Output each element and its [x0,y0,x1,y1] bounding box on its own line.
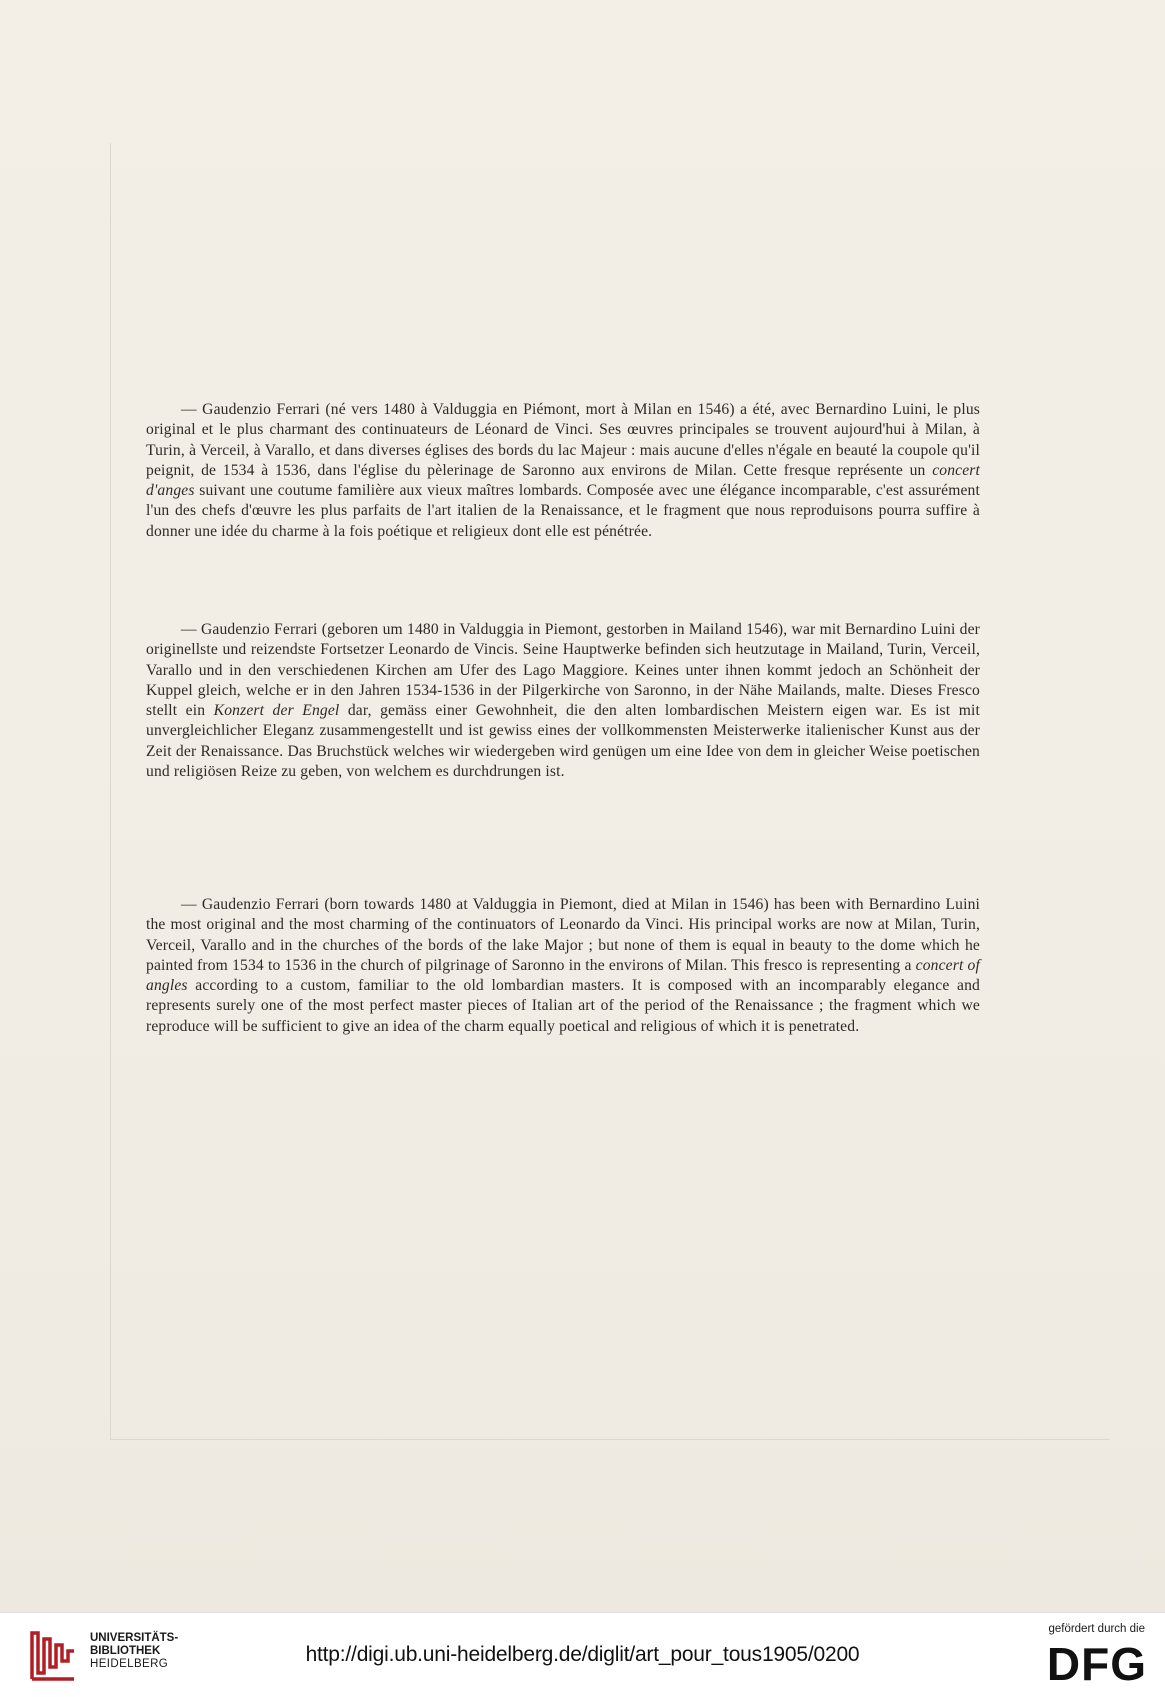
text-en-after: according to a custom, familiar to the old lombardian masters. It is composed with an incomparably elegance and represents surely one of the most perfect master pieces of Italian art of the period of the Renaissance ; the fragment which we reproduce will be sufficient to give an idea of the charm equally poetical and religious of which it is penetrated. [146,977,980,1035]
paragraph-german [146,620,980,782]
footer-bar [0,1612,1165,1697]
library-line1: UNIVERSITÄTS- [90,1632,179,1644]
text-en-italic: concert of angles [146,956,980,995]
plate-mark [110,143,1110,1440]
text-fr-after: suivant une coutume familière aux vieux maîtres lombards. Composée avec une élégance incomparable, c'est assurément l'un des chefs d'œuvre les plus parfaits de l'art italien de la Renaissance, et le fragment que nous reproduisons pourra suffire à donner une idée du charme à la fois poétique et religieux dont elle est pénétrée. [146,482,980,540]
text-fr-before: — Gaudenzio Ferrari (né vers 1480 à Valduggia en Piémont, mort à Milan en 1546) a été, avec Bernardino Luini, le plus original et le plus charmant des continuateurs de Léonard de Vinci. Ses œuvres principales se trouvent aujourd'hui à Milan, à Turin, à Verceil, à Varallo, et dans diverses églises des bords du lac Majeur : mais aucune d'elles n'égale en beauté la coupole qu'il peignit, de 1534 à 1536, dans l'église du pèlerinage de Saronno aux environs de Milan. Cette fresque représente un [146,401,980,479]
paragraph-english [146,895,980,1037]
text-fr-italic: concert d'anges [146,461,980,500]
text-de-after: dar, gemäss einer Gewohnheit, die den alten lombardischen Meistern eigen war. Es ist mit unvergleichlicher Eleganz zusammengestellt und ist gewiss eines der vollkommensten Meisterwerke italienischer Kunst aus der Zeit der Renaissance. Das Bruchstück welches wir wiedergeben wird genügen um eine Idee von dem in gleicher Weise poetischen und religiösen Reize zu geben, von welchem es durchdrungen ist. [146,702,980,781]
dfg-logo: DFG [1046,1638,1147,1690]
source-url-link[interactable]: http://digi.ub.uni-heidelberg.de/diglit/art_pour_tous1905/0200 [305,1643,860,1666]
text-de-italic: Konzert der Engel [213,702,340,720]
paragraph-french [146,400,980,542]
library-line3: HEIDELBERG [90,1658,169,1670]
funded-by-label: gefördert durch die [1048,1623,1145,1635]
library-line2: BIBLIOTHEK [90,1645,161,1657]
text-en-before: — Gaudenzio Ferrari (born towards 1480 at Valduggia in Piemont, died at Milan in 1546) has been with Bernardino Luini the most original and the most charming of the continuators of Leonardo da Vinci. His principal works are now at Milan, Turin, Verceil, Varallo and in the churches of the bords of the lake Major ; but none of them is equal in beauty to the dome which he painted from 1534 to 1536 in the church of pilgrinage of Saronno in the environs of Milan. This fresco is representing a [146,896,980,974]
text-de-before: — Gaudenzio Ferrari (geboren um 1480 in Valduggia in Piemont, gestorben in Mailand 1546), war mit Bernardino Luini der originellste und reizendste Fortsetzer Leonardo de Vincis. Seine Hauptwerke befinden sich heutzutage in Mailand, Turin, Verceil, Varallo und in den verschiedenen Kirchen am Ufer des Lago Maggiore. Keines unter ihnen kommt jedoch an Schönheit der Kuppel gleich, welche er in den Jahren 1534-1536 in der Pilgerkirche von Saronno, in der Nähe Mailands, malte. Dieses Fresco stellt ein [146,621,980,720]
